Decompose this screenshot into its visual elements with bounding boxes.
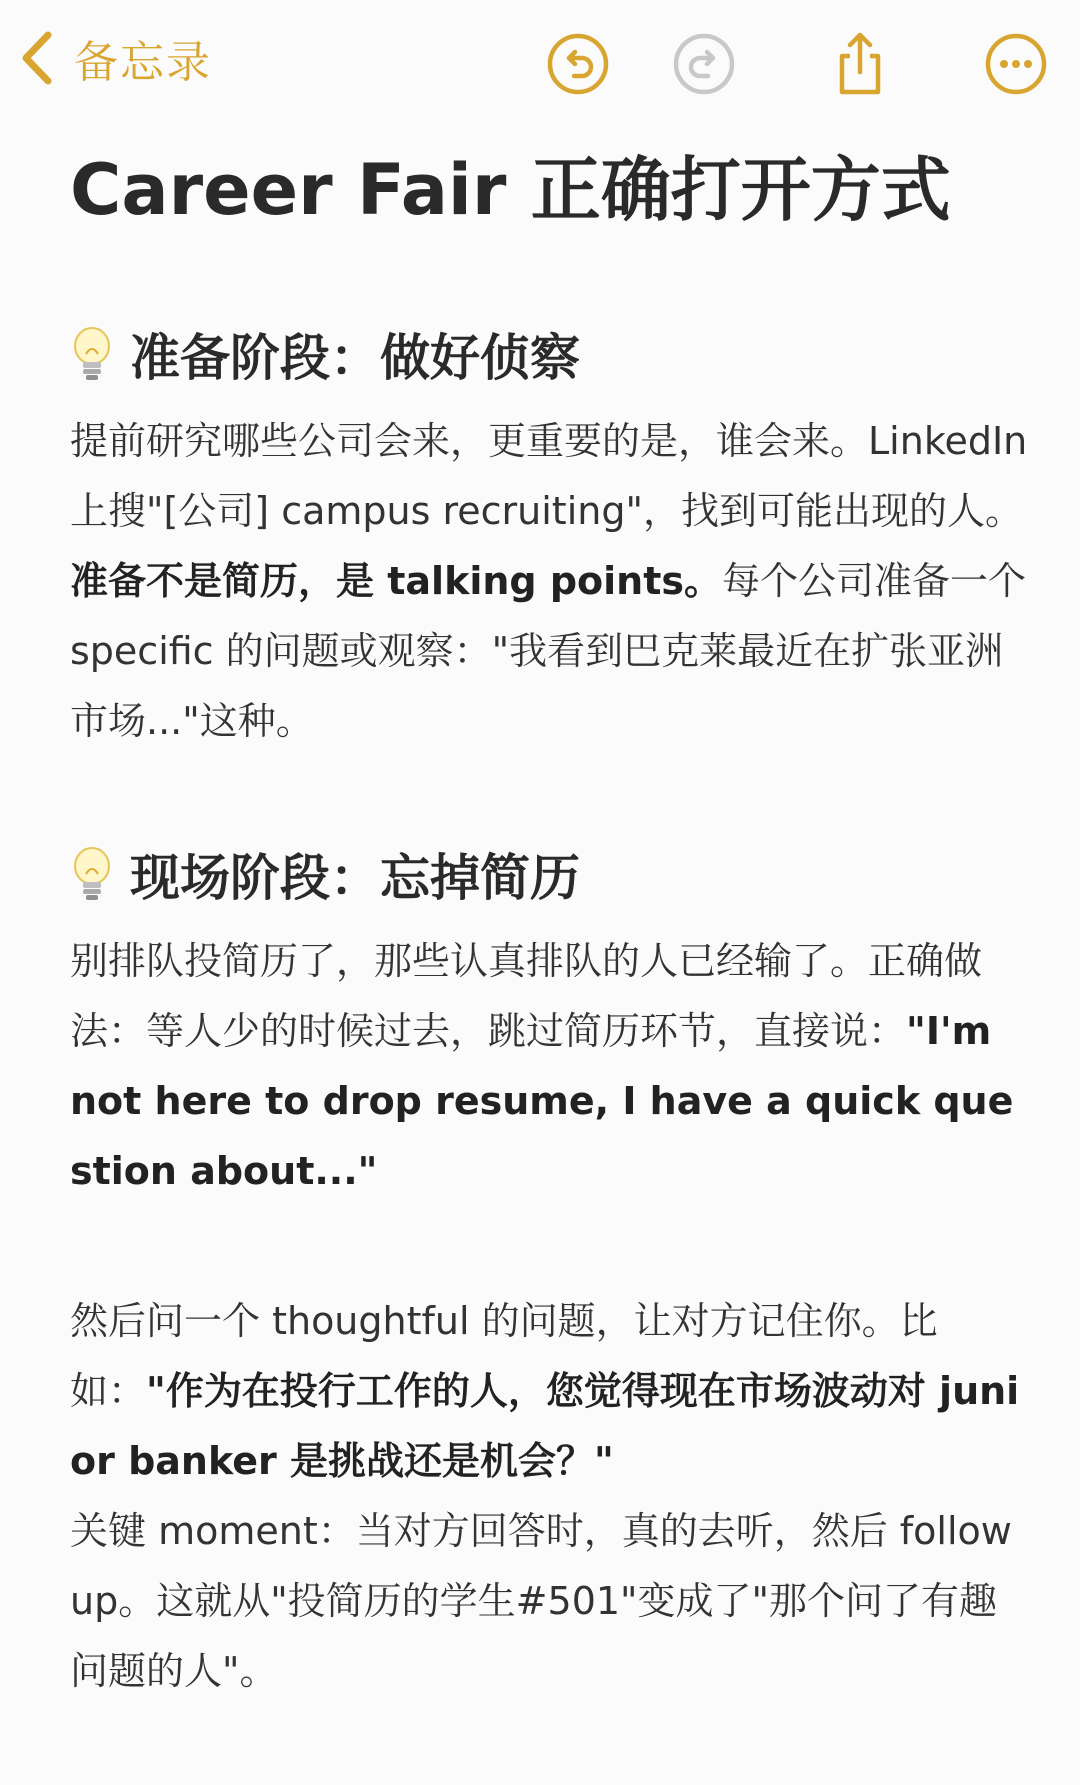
section-heading-text: 准备阶段：做好侦察 bbox=[130, 329, 580, 387]
paragraph bbox=[70, 546, 1030, 756]
bold-text: 准备不是简历，是 talking points。 bbox=[70, 559, 723, 603]
undo-icon[interactable] bbox=[546, 32, 610, 96]
bold-text: "I'm not here to drop resume, I have a quick question about..." bbox=[70, 1009, 1014, 1193]
section-heading-text: 现场阶段：忘掉简历 bbox=[130, 849, 580, 907]
blank-line bbox=[70, 1206, 1030, 1276]
lightbulb-icon bbox=[70, 844, 114, 904]
paragraph: 提前研究哪些公司会来，更重要的是，谁会来。LinkedIn 上搜"[公司] campus recruiting"，找到可能出现的人。 bbox=[70, 419, 1028, 533]
chevron-left-icon bbox=[20, 31, 54, 85]
paragraph-text: 每个公司准备一个 specific 的问题或观察："我看到巴克莱最近在扩张亚洲市场..."这种。 bbox=[70, 559, 1027, 743]
note-title: Career Fair 正确打开方式 bbox=[70, 149, 951, 231]
section-heading bbox=[70, 832, 1030, 916]
section-heading bbox=[70, 312, 1030, 396]
back-button[interactable] bbox=[20, 28, 212, 88]
section-preparation bbox=[70, 312, 1030, 756]
paragraph-text: 然后问一个 thoughtful 的问题，让对方记住你。比如： bbox=[70, 1299, 938, 1413]
paragraph-text: 别排队投简历了，那些认真排队的人已经输了。正确做法：等人少的时候过去，跳过简历环节，直接说： bbox=[70, 939, 983, 1053]
redo-icon[interactable] bbox=[672, 32, 736, 96]
note-body[interactable] bbox=[70, 120, 1030, 1706]
share-icon[interactable] bbox=[828, 32, 892, 96]
bold-text: "作为在投行工作的人，您觉得现在市场波动对 junior banker 是挑战还是机会？" bbox=[70, 1369, 1020, 1483]
paragraph: 关键 moment：当对方回答时，真的去听，然后 follow up。这就从"投简历的学生#501"变成了"那个问了有趣问题的人"。 bbox=[70, 1509, 1012, 1693]
lightbulb-icon bbox=[70, 324, 114, 384]
nav-bar bbox=[0, 0, 1080, 120]
back-label: 备忘录 bbox=[74, 37, 212, 88]
paragraph bbox=[70, 1286, 1030, 1496]
paragraph bbox=[70, 926, 1030, 1206]
more-icon[interactable] bbox=[984, 32, 1048, 96]
section-onsite bbox=[70, 832, 1030, 1706]
